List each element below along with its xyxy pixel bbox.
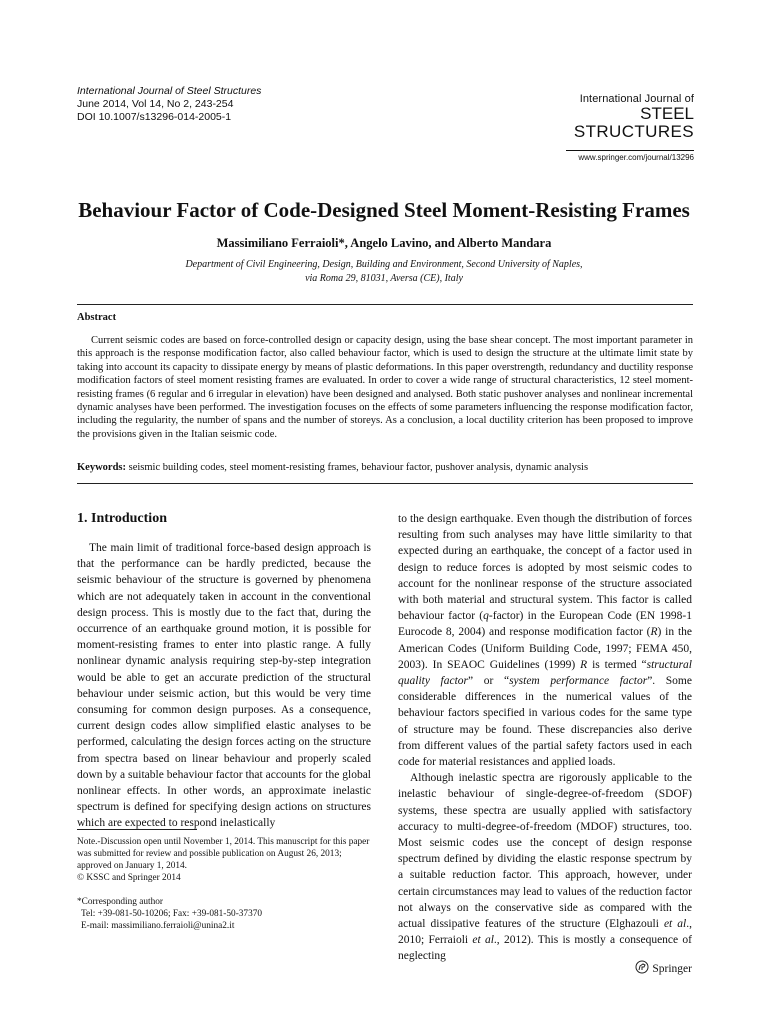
brand-line-2: STEEL xyxy=(640,104,694,123)
springer-logo xyxy=(635,960,692,977)
journal-name: International Journal of Steel Structures xyxy=(77,85,262,97)
copyright-note: © KSSC and Springer 2014 xyxy=(77,873,181,883)
publisher-name: Springer xyxy=(652,962,692,975)
intro-right-paragraph-1: to the design earthquake. Even though the distribution of forces resulting from such analyses may have little similarity to that expected during an earthquake, the concept of a factor used in design to reduce forces is adopted by most seismic codes to account for the nonlinear response of the structure associated with both material and structural system. This factor is called behaviour factor (q-factor) in the European Code (EN 1998-1 Eurocode 8, 2004) and response modification factor (R) in the American Codes (Uniform Building Code, 1997; FEMA 450, 2003). In SEAOC Guidelines (1999) R is termed “structural quality factor” or “system performance factor”. Some considerable differences in the numerical values of the behaviour factors specified in various codes for the same type of structure may be found. These discrepancies also derive from different values of the partial safety factors used in each code for material resistances and applied loads. xyxy=(398,513,693,769)
paper-affiliation xyxy=(0,258,768,286)
abstract-heading: Abstract xyxy=(77,312,117,323)
brand-line-1: International Journal of xyxy=(579,93,694,105)
abstract-top-rule xyxy=(77,304,693,305)
section-heading-introduction: 1. Introduction xyxy=(77,511,167,526)
corresponding-phone: Tel: +39-081-50-10206; Fax: +39-081-50-37370 xyxy=(81,909,263,919)
intro-left-column: The main limit of traditional force-based design approach is that the performance can be hardly predicted, because the seismic behaviour of the structure is governed by phenomena which are not adequately taken in account in the conventional design process. This is mostly due to the fact that, during the occurrence of an earthquake ground motion, it is possible for moment-resisting frames to enter into plastic range. A fully nonlinear dynamic analysis requiring step-by-step integration would be able to get an accurate prediction of the structural behaviour under seismic action, but this would be very time consuming for common design purposes. As a consequence, current design codes allow simplified elastic analyses to be performed, calculating the design forces acting on the structure from spectra based on linear behaviour and properly scaled down by a suitable behaviour factor that accounts for the global nonlinear effects. In other words, an approximate inelastic spectrum is defined for specifying design actions on structures which are expected to respond inelastically xyxy=(77,542,371,830)
intro-right-column xyxy=(398,511,692,965)
keywords-label: Keywords: xyxy=(77,462,126,473)
affiliation-line-2: via Roma 29, 81031, Aversa (CE), Italy xyxy=(305,273,463,284)
paper-authors: Massimiliano Ferraioli*, Angelo Lavino, and Alberto Mandara xyxy=(216,236,552,250)
paper-title: Behaviour Factor of Code-Designed Steel Moment-Resisting Frames xyxy=(78,198,690,222)
footnote-note xyxy=(77,836,371,884)
journal-issue: June 2014, Vol 14, No 2, 243-254 xyxy=(77,98,234,110)
footnote-rule xyxy=(77,829,197,830)
corresponding-email[interactable]: E-mail: massimiliano.ferraioli@unina2.it xyxy=(81,921,235,931)
journal-doi: DOI 10.1007/s13296-014-2005-1 xyxy=(77,111,232,123)
keywords-text: seismic building codes, steel moment-resisting frames, behaviour factor, pushover analysis, dynamic analysis xyxy=(128,462,589,473)
abstract-bottom-rule xyxy=(77,483,693,484)
footnote-corresponding xyxy=(77,896,371,932)
brand-line-3: STRUCTURES xyxy=(573,122,694,141)
journal-brand-logo xyxy=(566,93,694,162)
brand-divider xyxy=(566,150,694,151)
journal-url[interactable]: www.springer.com/journal/13296 xyxy=(578,153,694,162)
corresponding-author-label: *Corresponding author xyxy=(77,897,163,907)
affiliation-line-1: Department of Civil Engineering, Design, Building and Environment, Second University of Naples, xyxy=(185,259,583,270)
abstract-body: Current seismic codes are based on force-controlled design or capacity design, using the base shear concept. The most important parameter in this approach is the response modification factor, also called behaviour factor, which is used to design the structure at the ultimate limit state by taking into account its capacity to dissipate energy by means of plastic deformations. In this paper overstrength, redundancy and ductility response modification factors of steel moment resisting frames are evaluated. In order to cover a wide range of structural characteristics, 12 steel moment-resisting frames (6 regular and 6 irregular in elevation) have been designed and analysed. Both static pushover analyses and nonlinear incremental dynamic analyses have been performed. The investigation focuses on the effects of some parameters influencing the response modification factor, including the regularity, the number of spans and the number of storeys. As a conclusion, a local ductility criterion has been proposed to improve the provisions given in the Italian seismic code. xyxy=(77,335,693,440)
intro-right-paragraph-2: Although inelastic spectra are rigorously applicable to the inelastic behaviour of single-degree-of-freedom (SDOF) systems, these spectra are usually applied with satisfactory accuracy to multi-degree-of-freedom (MDOF) structures, too. Most seismic codes use the concept of design response spectrum defined by dividing the elastic response spectrum by a suitable reduction factor. This approach, however, under certain circumstances may lead to values of the reduction factor not always on the conservative side as compared with the actual dissipative features of the structure (Elghazouli et al., 2010; Ferraioli et al., 2012). This is mostly a consequence of neglecting xyxy=(398,772,693,963)
springer-horse-icon xyxy=(635,960,649,977)
journal-meta xyxy=(77,85,261,124)
keywords xyxy=(77,462,693,473)
submission-note: Note.-Discussion open until November 1, 2014. This manuscript for this paper was submitted for review and possible publication on August 26, 2013; approved on January 1, 2014. xyxy=(77,837,370,871)
